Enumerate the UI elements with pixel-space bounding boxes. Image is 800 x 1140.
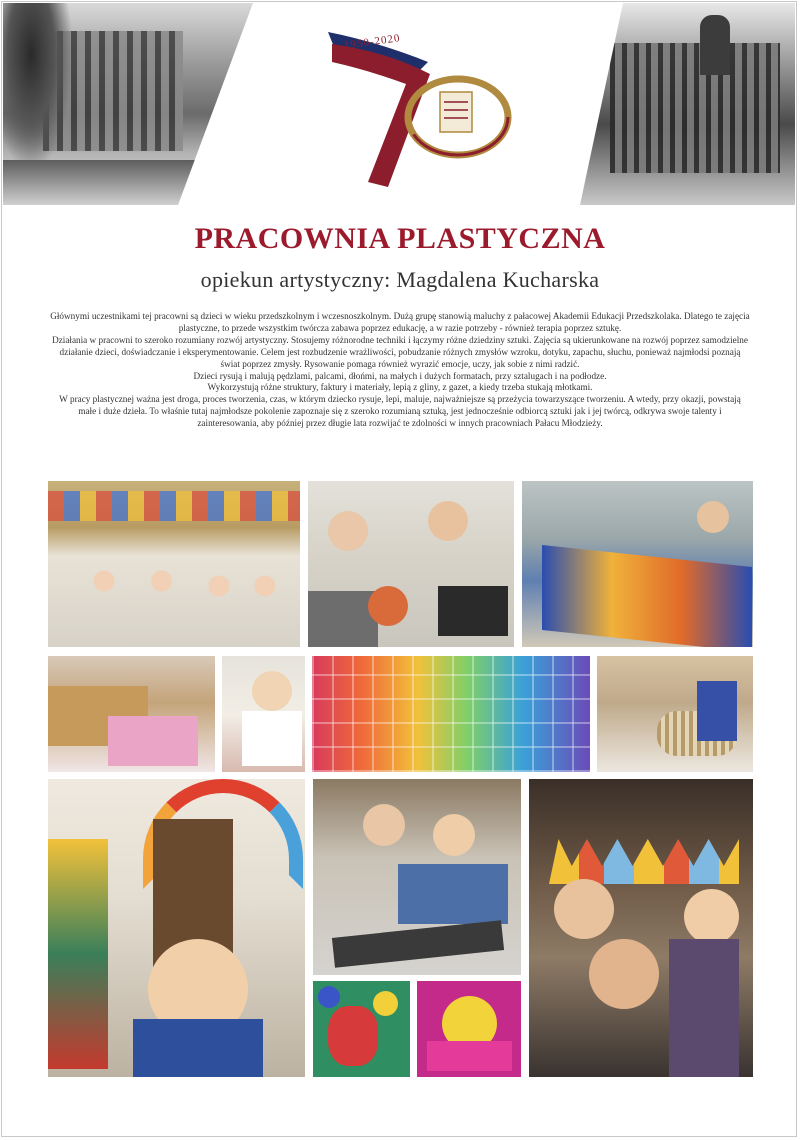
photo-girl-sweet-shirt: [222, 656, 305, 772]
photo-boys-hammering: [313, 779, 521, 975]
photo-rainbow-wall-boy: [48, 779, 305, 1077]
page-subtitle: opiekun artystyczny: Magdalena Kucharska: [200, 267, 600, 292]
photo-hands-in-box: [48, 656, 215, 772]
description-paragraph: Dzieci rysują i malują pędzlami, palcami, dłońmi, na małych i dużych formatach, przy sztalugach i na podłodze.: [193, 370, 607, 381]
photo-rainbow-portraits: [312, 656, 590, 772]
photo-painting-red-figure: [313, 981, 410, 1077]
photo-clay-sculpture: [597, 656, 753, 772]
photo-children-with-puppets: [48, 481, 300, 647]
photo-painting-yellow-face: [417, 981, 521, 1077]
anniversary-70-logo: [318, 22, 518, 197]
page-title: PRACOWNIA PLASTYCZNA: [194, 222, 606, 255]
description-paragraph: Głównymi uczestnikami tej pracowni są dzieci w wieku przedszkolnym i wczesnoszkolnym. Dużą grupę stanowią maluchy z pałacowej Akademii Edukacji Przedszkolaka. Dlatego te zajęcia plastyczne, to przede wszystkim twórcza zabawa poprzez edukację, a w razie potrzeby - również terapia poprzez sztukę.: [50, 311, 750, 333]
description-paragraph: Wykorzystują różne struktury, faktury i materiały, lepią z gliny, z gazet, a kiedy trzeba stukają młotkami.: [207, 382, 593, 393]
photo-children-paper-crowns: [529, 779, 753, 1077]
historic-building-photo-left: [3, 3, 253, 205]
photo-large-painting: [522, 481, 753, 647]
historic-building-photo-right: [580, 3, 795, 205]
description-text: [50, 311, 750, 430]
photo-children-painting-table: [308, 481, 514, 647]
description-paragraph: W pracy plastycznej ważna jest droga, proces tworzenia, czas, w którym dziecko rysuje, lepi, maluje, najważniejsze są przeżycia towarzyszące tworzeniu. A wtedy, przy okazji, powstają małe i duże dzieła. To właśnie tutaj najmłodsze pokolenie zapoznaje się z szeroko rozumianą sztuką, jest jednocześnie odbiorcą sztuki jak i jej twórcą, odkrywa swoje talenty i zainteresowania, aby później przez długie lata rozwijać te zdolności w innych pracowniach Pałacu Młodzieży.: [59, 394, 741, 429]
poster-header: [0, 0, 800, 206]
description-paragraph: Działania w pracowni to szeroko rozumiany rozwój artystyczny. Stosujemy różnorodne techniki i łączymy różne dziedziny sztuki. Zajęcia są ukierunkowane na rozwój poprzez samodzielne działanie dzieci, doświadczanie i eksperymentowanie. Celem jest rozbudzenie wrażliwości, pobudzanie różnych zmysłów wzroku, dotyku, zapachu, słuchu, ponieważ najmłodsi poznają świat poprzez zmysły. Rysowanie pomaga również wyrazić emocje, uczy, jak sobie z nimi radzić.: [52, 334, 748, 369]
logo-years: 1950-2020: [343, 32, 402, 52]
